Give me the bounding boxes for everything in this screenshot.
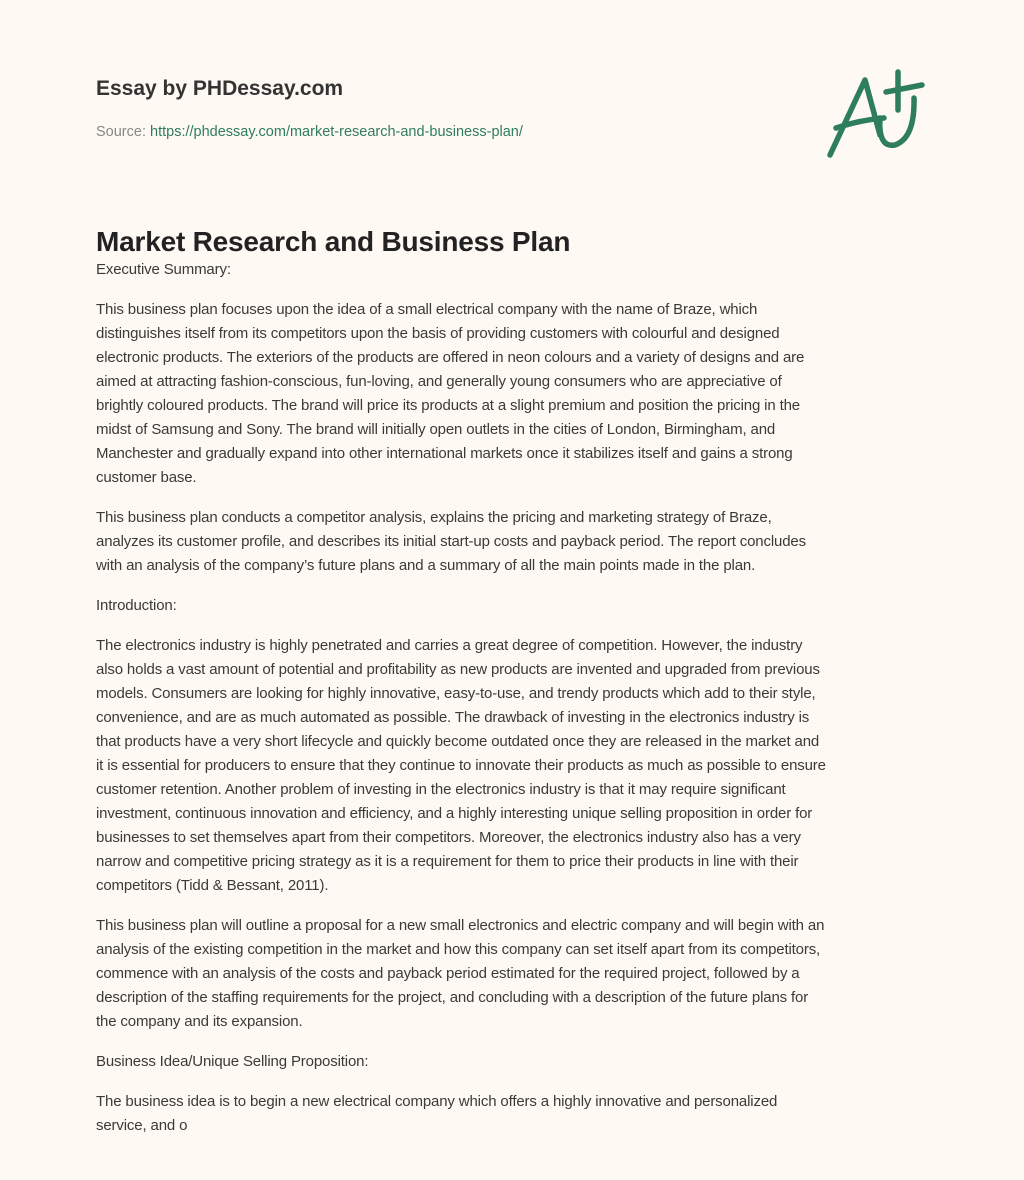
text-line: This business plan focuses upon the idea of a small electrical company with the name of Braze, which: [96, 301, 758, 318]
source-label: Source:: [96, 124, 146, 140]
text-line: narrow and competitive pricing strategy as it is a requirement for them to price their products in line with their: [96, 853, 799, 870]
text-line: Business Idea/Unique Selling Proposition:: [96, 1053, 369, 1070]
text-line: customer base.: [96, 469, 197, 486]
essay-body: [96, 258, 936, 1154]
text-line: This business plan will outline a proposal for a new small electronics and electric company and will begin with an: [96, 917, 825, 934]
text-line: also holds a vast amount of potential and profitability as new products are invented and upgraded from previous: [96, 661, 820, 678]
text-line: Introduction:: [96, 597, 177, 614]
text-line: models. Consumers are looking for highly innovative, easy-to-use, and trendy products which add to their style,: [96, 685, 816, 702]
text-line: the company and its expansion.: [96, 1013, 303, 1030]
text-line: midst of Samsung and Sony. The brand will initially open outlets in the cities of London, Birmingham, and: [96, 421, 776, 438]
text-line: customer retention. Another problem of investing in the electronics industry is that it may require significant: [96, 781, 786, 798]
source-line: [96, 124, 523, 140]
text-line: Manchester and gradually expand into other international markets once it stabilizes itself and gains a strong: [96, 445, 793, 462]
text-line: competitors (Tidd & Bessant, 2011).: [96, 877, 329, 894]
section-heading: [96, 258, 936, 282]
text-line: The business idea is to begin a new electrical company which offers a highly innovative and personalized: [96, 1093, 778, 1110]
text-line: brightly coloured products. The brand will price its products at a slight premium and position the pricing in the: [96, 397, 800, 414]
text-line: analysis of the existing competition in the market and how this company can set itself apart from its competitors,: [96, 941, 821, 958]
text-line: it is essential for producers to ensure that they continue to innovate their products as much as possible to ensure: [96, 757, 826, 774]
essay-paragraph: [96, 1090, 936, 1138]
section-heading: [96, 1050, 936, 1074]
text-line: investment, continuous innovation and efficiency, and a highly interesting unique selling proposition in order for: [96, 805, 813, 822]
text-line: that products have a very short lifecycle and quickly become outdated once they are released in the market and: [96, 733, 820, 750]
essay-title: Market Research and Business Plan: [96, 226, 571, 257]
essay-paragraph: [96, 914, 936, 1034]
text-line: aimed at attracting fashion-conscious, fun-loving, and generally young consumers who are appreciative of: [96, 373, 782, 390]
text-line: The electronics industry is highly penetrated and carries a great degree of competition. However, the industry: [96, 637, 803, 654]
text-line: service, and o: [96, 1117, 188, 1134]
essay-paragraph: [96, 634, 936, 898]
text-line: Executive Summary:: [96, 261, 231, 278]
section-heading: [96, 594, 936, 618]
text-line: with an analysis of the company’s future plans and a summary of all the main points made in the plan.: [96, 557, 756, 574]
a-plus-logo-icon: [810, 60, 940, 170]
text-line: description of the staffing requirements for the project, and concluding with a description of the future plans for: [96, 989, 809, 1006]
essay-paragraph: [96, 506, 936, 578]
text-line: This business plan conducts a competitor analysis, explains the pricing and marketing strategy of Braze,: [96, 509, 772, 526]
text-line: commence with an analysis of the costs and payback period estimated for the required project, followed by a: [96, 965, 800, 982]
text-line: businesses to set themselves apart from their competitors. Moreover, the electronics industry also has a very: [96, 829, 801, 846]
text-line: analyzes its customer profile, and describes its initial start-up costs and payback period. The report concludes: [96, 533, 806, 550]
essay-paragraph: [96, 298, 936, 490]
text-line: electronic products. The exteriors of the products are offered in neon colours and a variety of designs and are: [96, 349, 805, 366]
source-link[interactable]: https://phdessay.com/market-research-and-business-plan/: [150, 124, 523, 140]
text-line: distinguishes itself from its competitors upon the basis of providing customers with colourful and designed: [96, 325, 780, 342]
text-line: convenience, and are as much automated as possible. The drawback of investing in the electronics industry is: [96, 709, 810, 726]
site-title: Essay by PHDessay.com: [96, 77, 344, 100]
